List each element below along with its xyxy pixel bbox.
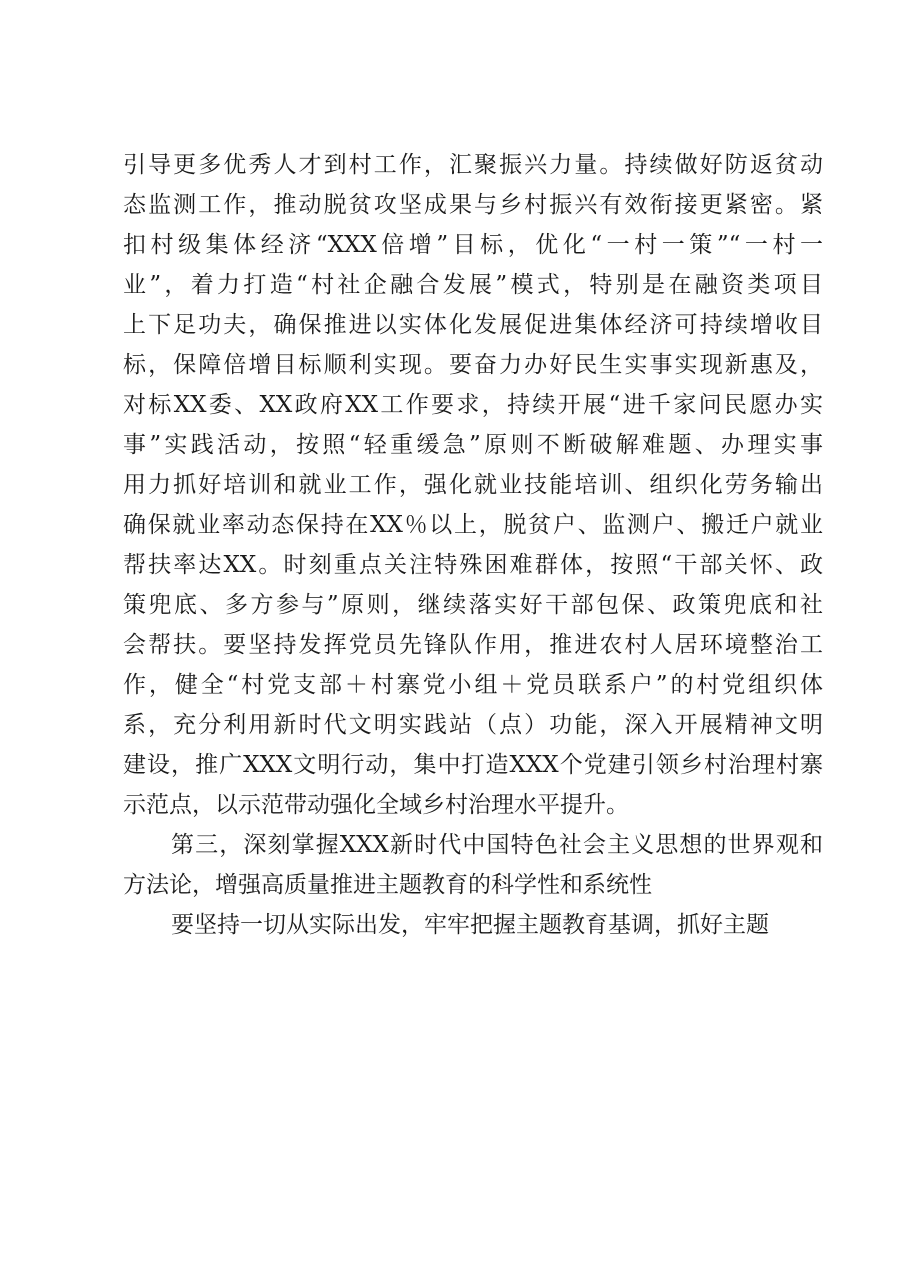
text-line: 用力抓好培训和就业工作，强化就业技能培训、组织化劳务输出 xyxy=(123,472,823,498)
text-line: 建设，推广XXX文明行动，集中打造XXX个党建引领乡村治理村寨 xyxy=(123,752,823,778)
text-line: 标，保障倍增目标顺利实现。要奋力办好民生实事实现新惠及， xyxy=(123,352,823,378)
section-heading-line: 方法论，增强高质量推进主题教育的科学性和系统性 xyxy=(123,872,652,898)
text-line: 态监测工作，推动脱贫攻坚成果与乡村振兴有效衔接更紧密。紧 xyxy=(123,192,823,218)
text-line: 策兜底、多方参与”原则，继续落实好干部包保、政策兜底和社 xyxy=(123,592,823,618)
text-line: 上下足功夫，确保推进以实体化发展促进集体经济可持续增收目 xyxy=(123,312,823,338)
text-line: 扣村级集体经济“XXX倍增”目标，优化“一村一策”“一村一 xyxy=(123,232,823,258)
text-line: 业”，着力打造“村社企融合发展”模式，特别是在融资类项目 xyxy=(123,272,823,298)
text-line: 引导更多优秀人才到村工作，汇聚振兴力量。持续做好防返贫动 xyxy=(123,152,823,178)
text-line: 会帮扶。要坚持发挥党员先锋队作用，推进农村人居环境整治工 xyxy=(123,632,823,658)
text-line: 对标XX委、XX政府XX工作要求，持续开展“进千家问民愿办实 xyxy=(123,392,823,418)
document-body xyxy=(123,145,823,945)
text-line: 要坚持一切从实际出发，牢牢把握主题教育基调，抓好主题 xyxy=(171,912,769,938)
text-line: 示范点，以示范带动强化全域乡村治理水平提升。 xyxy=(123,792,629,818)
text-line: 确保就业率动态保持在XX％以上，脱贫户、监测户、搬迁户就业 xyxy=(123,512,823,538)
text-line: 系，充分利用新时代文明实践站（点）功能，深入开展精神文明 xyxy=(123,712,823,738)
text-line: 帮扶率达XX。时刻重点关注特殊困难群体，按照“干部关怀、政 xyxy=(123,552,823,578)
text-line: 事”实践活动，按照“轻重缓急”原则不断破解难题、办理实事 xyxy=(123,432,823,458)
section-heading-line: 第三，深刻掌握XXX新时代中国特色社会主义思想的世界观和 xyxy=(171,832,823,858)
text-line: 作，健全“村党支部＋村寨党小组＋党员联系户”的村党组织体 xyxy=(123,672,823,698)
